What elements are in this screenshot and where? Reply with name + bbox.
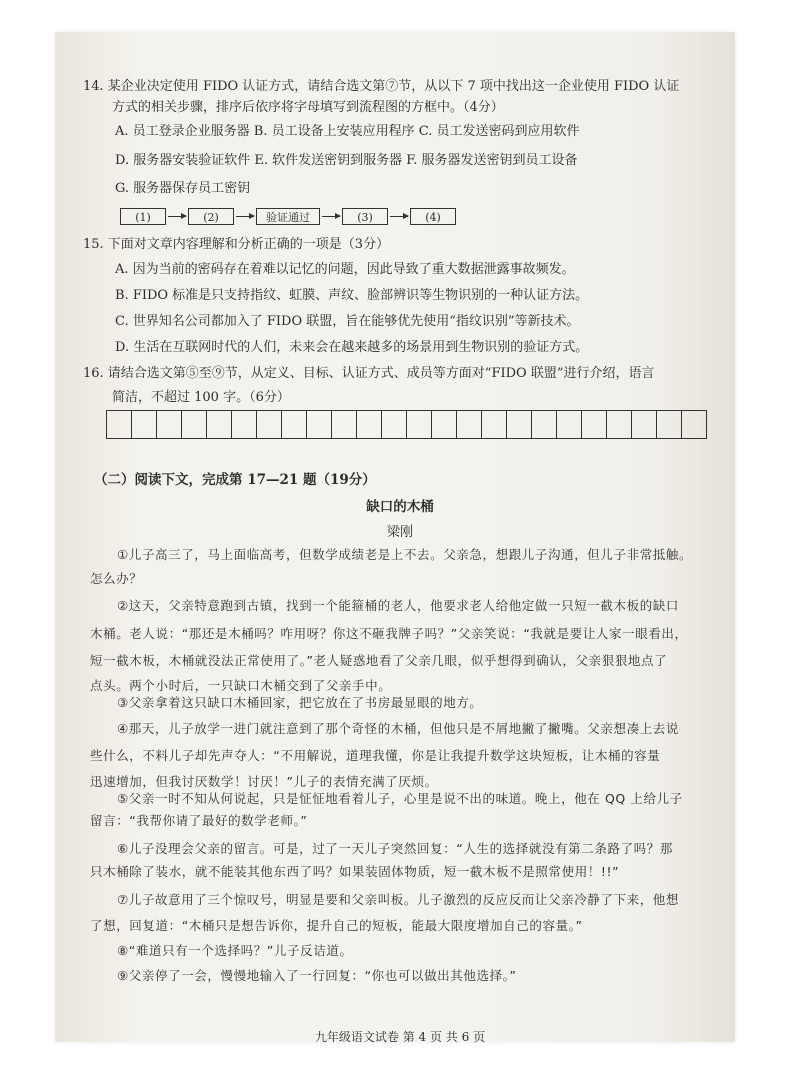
- flow-box-2[interactable]: (2): [188, 208, 234, 225]
- section-heading: （二）阅读下文，完成第 17—21 题（19分）: [94, 472, 376, 488]
- answer-cell[interactable]: [607, 410, 632, 439]
- answer-cell[interactable]: [132, 410, 157, 439]
- answer-cell[interactable]: [557, 410, 582, 439]
- answer-cell[interactable]: [457, 410, 482, 439]
- story-line: 怎么办？: [90, 571, 143, 586]
- q14-stem-line1: 14. 某企业决定使用 FIDO 认证方式，请结合选文第⑦节，从以下 7 项中找出这一企业使用 FIDO 认证: [83, 79, 680, 94]
- answer-cell[interactable]: [682, 410, 707, 439]
- answer-cell[interactable]: [207, 410, 232, 439]
- q14-options-row1: A. 员工登录企业服务器 B. 员工设备上安装应用程序 C. 员工发送密码到应用软件: [115, 124, 580, 139]
- arrow-right-icon: [322, 216, 340, 217]
- q14-stem-line2: 方式的相关步骤，排序后依序将字母填写到流程图的方框中。（4分）: [112, 100, 504, 115]
- story-line: 短一截木板，木桶就没法正常使用了。”老人疑惑地看了父亲几眼，似乎想得到确认，父亲狠狠地点了: [90, 653, 668, 668]
- story-line: ③父亲拿着这只缺口木桶回家，把它放在了书房最显眼的地方。: [117, 695, 483, 710]
- q14-flowchart: [120, 206, 456, 226]
- story-line: ④那天，儿子放学一进门就注意到了那个奇怪的木桶，但他只是不屑地撇了撇嘴。父亲想凑上去说: [117, 721, 680, 736]
- flow-box-4[interactable]: (4): [410, 208, 456, 225]
- q16-stem-line1: 16. 请结合选文第⑤至⑨节，从定义、目标、认证方式、成员等方面对“FIDO 联盟”进行介绍，语言: [83, 366, 655, 381]
- story-line: ⑨父亲停了一会，慢慢地输入了一行回复：“你也可以做出其他选择。”: [117, 968, 517, 983]
- q15-option-a: A. 因为当前的密码存在着难以记忆的问题，因此导致了重大数据泄露事故频发。: [115, 262, 575, 277]
- answer-cell[interactable]: [232, 410, 257, 439]
- flow-box-1[interactable]: (1): [120, 208, 166, 225]
- story-line: 留言：“我帮你请了最好的数学老师。”: [90, 813, 308, 828]
- answer-cell[interactable]: [382, 410, 407, 439]
- answer-cell[interactable]: [282, 410, 307, 439]
- q15-option-c: C. 世界知名公司都加入了 FIDO 联盟，旨在能够优先使用“指纹识别”等新技术。: [115, 314, 580, 329]
- story-line: ⑤父亲一时不知从何说起，只是怔怔地看着儿子，心里是说不出的味道。晚上，他在 QQ 上给儿子: [117, 791, 683, 806]
- answer-cell[interactable]: [582, 410, 607, 439]
- answer-cell[interactable]: [307, 410, 332, 439]
- story-line: 些什么，不料儿子却先声夺人：“不用解说，道理我懂，你是让我提升数学这块短板，让木桶的容量: [90, 748, 661, 763]
- q16-stem-line2: 简洁，不超过 100 字。（6分）: [112, 390, 290, 405]
- page-footer: 九年级语文试卷 第 4 页 共 6 页: [314, 1030, 486, 1044]
- story-line: ①儿子高三了，马上面临高考，但数学成绩老是上不去。父亲急，想跟儿子沟通，但儿子非常抵触。: [117, 547, 693, 562]
- arrow-right-icon: [236, 216, 254, 217]
- answer-cell[interactable]: [357, 410, 382, 439]
- story-line: 只木桶除了装水，就不能装其他东西了吗？如果装固体物质，短一截木板不是照常使用！!!”: [90, 864, 620, 879]
- q15-option-b: B. FIDO 标准是只支持指纹、虹膜、声纹、脸部辨识等生物识别的一种认证方法。: [115, 288, 589, 303]
- story-line: 迅速增加，但我讨厌数学！讨厌！”儿子的表情充满了厌烦。: [90, 774, 438, 789]
- story-line: ⑧“难道只有一个选择吗？”儿子反诘道。: [117, 943, 353, 958]
- answer-cell[interactable]: [482, 410, 507, 439]
- story-line: 木桶。老人说：“那还是木桶吗？咋用呀？你这不砸我牌子吗？”父亲笑说：“我就是要让人家一眼看出，: [90, 626, 688, 641]
- answer-cell[interactable]: [632, 410, 657, 439]
- arrow-right-icon: [390, 216, 408, 217]
- answer-cell[interactable]: [257, 410, 282, 439]
- story-title: 缺口的木桶: [366, 499, 434, 515]
- story-author: 梁刚: [386, 525, 413, 540]
- answer-cell[interactable]: [182, 410, 207, 439]
- answer-cell[interactable]: [532, 410, 557, 439]
- q15-option-d: D. 生活在互联网时代的人们，未来会在越来越多的场景用到生物识别的验证方式。: [115, 340, 589, 355]
- answer-cell[interactable]: [432, 410, 457, 439]
- answer-cell[interactable]: [157, 410, 182, 439]
- arrow-right-icon: [168, 216, 186, 217]
- q14-options-row3: G. 服务器保存员工密钥: [115, 181, 251, 196]
- flow-box-verified: 验证通过: [256, 208, 320, 225]
- answer-cell[interactable]: [107, 410, 132, 439]
- story-line: ⑥儿子没理会父亲的留言。可是，过了一天儿子突然回复：“人生的选择就没有第二条路了吗？那: [117, 841, 673, 856]
- story-line: ⑦儿子故意用了三个惊叹号，明显是要和父亲叫板。儿子激烈的反应反而让父亲冷静了下来，他想: [117, 892, 680, 907]
- answer-grid[interactable]: [106, 410, 707, 439]
- answer-cell[interactable]: [657, 410, 682, 439]
- q15-stem: 15. 下面对文章内容理解和分析正确的一项是（3分）: [83, 237, 390, 252]
- story-line: ②这天，父亲特意跑到古镇，找到一个能箍桶的老人，他要求老人给他定做一只短一截木板的缺口: [117, 598, 680, 613]
- answer-cell[interactable]: [407, 410, 432, 439]
- story-line: 了想，回复道：“木桶只是想告诉你，提升自己的短板，能最大限度增加自己的容量。”: [90, 918, 583, 933]
- answer-cell[interactable]: [332, 410, 357, 439]
- answer-cell[interactable]: [507, 410, 532, 439]
- q14-options-row2: D. 服务器安装验证软件 E. 软件发送密钥到服务器 F. 服务器发送密钥到员工设备: [115, 153, 578, 168]
- story-line: 点头。两个小时后，一只缺口木桶交到了父亲手中。: [90, 678, 392, 693]
- flow-box-3[interactable]: (3): [342, 208, 388, 225]
